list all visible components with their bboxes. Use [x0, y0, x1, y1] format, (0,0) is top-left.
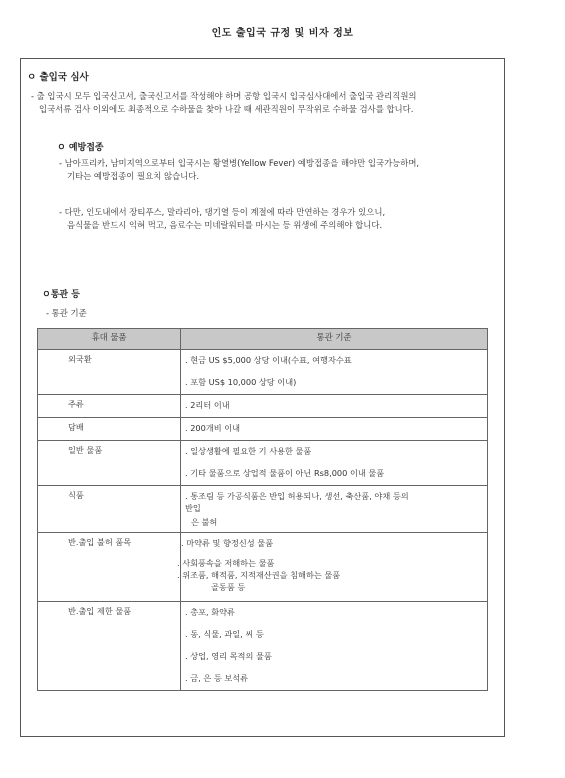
vaccination-b2-line-2: 음식물을 반드시 익혀 먹고, 음료수는 미네랄워터를 마시는 등 위생에 주의해야 합니다.	[67, 220, 383, 230]
criteria-line: 반입	[185, 503, 201, 513]
vaccination-b2-line-1: - 다만, 인도내에서 장티푸스, 말라리아, 댕기열 등이 계절에 따라 만연하는 경우가 있으니,	[59, 207, 386, 217]
row-item: 반.출입 제한 물품	[38, 602, 181, 691]
row-item: 주류	[38, 395, 181, 418]
criteria-line: . 금, 은 등 보석류	[185, 673, 249, 683]
header-item: 휴대 물품	[38, 329, 181, 350]
criteria-line: . 통조림 등 가공식품은 반입 허용되나, 생선, 축산품, 야채 등의	[185, 491, 409, 501]
criteria-line: 골동품 등	[211, 582, 246, 592]
table-row	[38, 533, 488, 602]
customs-sub-heading: - 통관 기준	[46, 308, 87, 318]
section-heading-customs: ㅇ통관 등	[42, 290, 80, 300]
header-criteria: 통관 기준	[181, 329, 488, 350]
row-criteria	[181, 486, 488, 533]
criteria-line: . 일상생활에 필요한 기 사용한 물품	[185, 446, 312, 456]
document-title: 인도 출입국 규정 및 비자 정보	[211, 28, 354, 39]
row-criteria	[181, 395, 488, 418]
vaccination-b1-line-2: 기타는 예방접종이 필요치 않습니다.	[67, 171, 200, 181]
row-item: 반.출입 불허 품목	[38, 533, 181, 602]
vaccination-bullet-1	[59, 157, 419, 183]
table-row	[38, 602, 488, 691]
table-row	[38, 395, 488, 418]
criteria-line: . 동, 식물, 과일, 씨 등	[185, 629, 264, 639]
row-item: 외국환	[38, 350, 181, 395]
table-header-row	[38, 329, 488, 350]
row-criteria	[181, 441, 488, 486]
criteria-line: 은 불허	[191, 517, 218, 527]
row-criteria	[177, 533, 488, 602]
row-item: 식품	[38, 486, 181, 533]
vaccination-b1-line-1: - 남아프리카, 남미지역으로부터 입국시는 황열병(Yellow Fever) 예방접종을 해야만 입국가능하며,	[59, 158, 420, 168]
criteria-line: . 기타 물품으로 상업적 물품이 아닌 Rs8,000 이내 물품	[185, 468, 385, 478]
criteria-line: . 포함 US$ 10,000 상당 이내)	[185, 377, 297, 387]
vaccination-bullet-2	[59, 206, 385, 232]
table-row	[38, 350, 488, 395]
criteria-line: . 위조품, 해적품, 지적재산권을 침해하는 물품	[177, 570, 341, 580]
criteria-line: . 마약류 및 향정신성 물품	[181, 538, 274, 548]
row-criteria	[181, 418, 488, 441]
row-item: 담배	[38, 418, 181, 441]
immigration-line-1: - 출 입국시 모두 입국신고서, 출국신고서를 작성해야 하며 공항 입국시 입국심사대에서 출입국 관리직원의	[31, 91, 417, 101]
row-criteria	[181, 602, 488, 691]
row-criteria	[181, 350, 488, 395]
table-row	[38, 486, 488, 533]
criteria-line: . 사회풍속을 저해하는 물품	[177, 558, 275, 568]
immigration-line-2: 입국서류 검사 이외에도 최종적으로 수하물을 찾아 나갈 때 세관직원이 무작위로 수하물 검사를 합니다.	[39, 104, 414, 114]
table-row	[38, 418, 488, 441]
customs-table	[37, 328, 488, 691]
criteria-line: . 200개비 이내	[185, 423, 241, 433]
criteria-line: . 상업, 영리 목적의 물품	[185, 651, 272, 661]
criteria-line: . 총포, 화약류	[185, 607, 235, 617]
criteria-line: . 현금 US $5,000 상당 이내(수표, 여행자수표	[185, 355, 352, 365]
row-item: 일반 물품	[38, 441, 181, 486]
section-heading-immigration: ㅇ 출입국 심사	[27, 72, 89, 83]
criteria-line: . 2리터 이내	[185, 400, 230, 410]
immigration-paragraph	[31, 90, 501, 116]
section-heading-vaccination: ㅇ 예방접종	[57, 143, 104, 153]
table-row	[38, 441, 488, 486]
